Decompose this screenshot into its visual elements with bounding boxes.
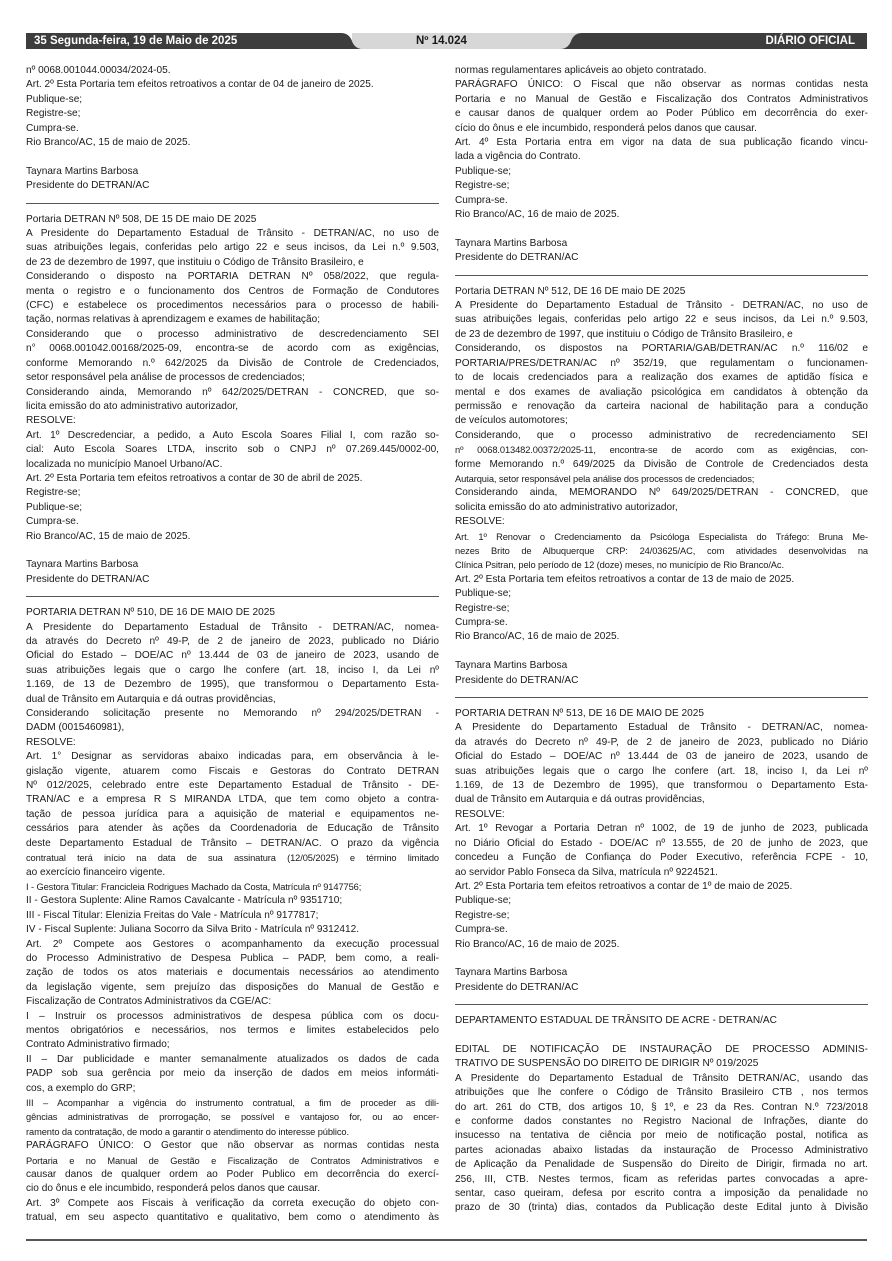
- text-line: de 23 de dezembro de 1997, que instituiu o Código de Trânsito Brasileiro, e: [26, 256, 364, 268]
- section-divider: [26, 203, 439, 204]
- text-line: Registre-se;: [455, 602, 510, 614]
- right-column: [455, 64, 868, 1216]
- text-line: tratual, em seu aspecto quantitativo e qualitativo, bem como o atendimento às: [26, 1212, 439, 1224]
- text-line: II – Dar publicidade e manter semanalmente atualizados os dados de cada: [26, 1053, 439, 1065]
- text-line: PORTARIA DETRAN Nº 510, DE 16 DE MAIO DE 2025: [26, 607, 276, 619]
- text-line: to de locais credenciados para a realização dos exames de aptidão física e: [455, 372, 868, 384]
- page-header: [26, 33, 867, 50]
- text-line: ramento da contratação, de modo a garantir o atendimento do interesse público.: [26, 1126, 349, 1137]
- text-line: Cumpra-se.: [455, 924, 508, 936]
- text-line: insucesso na tentativa de ciência por meio de notificação postal, notifica as: [455, 1130, 868, 1142]
- text-line: da através do Decreto nº 49-P, de 2 de janeiro de 2023, publicado no Diário: [455, 736, 868, 748]
- text-line: Art. 3º Compete aos Fiscais à verificação da correta execução do objeto con-: [26, 1197, 439, 1209]
- text-line: Art. 2º Esta Portaria tem efeitos retroativos a contar de 1º de maio de 2025.: [455, 880, 793, 892]
- text-line: EDITAL DE NOTIFICAÇÃO DE INSTAURAÇÃO DE PROCESSO ADMINIS-: [455, 1043, 868, 1055]
- text-line: Rio Branco/AC, 15 de maio de 2025.: [26, 137, 191, 149]
- text-line: dual de Trânsito em Autarquia e dá outras providências,: [455, 794, 705, 806]
- text-line: Autarquia, setor responsável pela análise dos processos de credenciados;: [455, 473, 755, 484]
- text-line: ao servidor Pablo Fonseca da Silva, matrícula nº 9224521.: [455, 866, 718, 878]
- bottom-rule: [26, 1239, 867, 1241]
- text-line: no Diário Oficial do Estado - DOE/AC nº 13.555, de 20 de junho de 2023, que: [455, 837, 868, 849]
- text-line: mental e dos exames de avaliação psicológica em candidatos à obtenção da: [455, 386, 868, 398]
- text-line: Cumpra-se.: [26, 122, 79, 134]
- text-line: mentos obrigatórios e necessários, nos termos e limites estabelecidos pelo: [26, 1024, 439, 1036]
- text-line: suas atribuições legais que o cargo lhe confere (art. 18, inciso I, da Lei nº: [26, 664, 439, 676]
- text-line: A Presidente do Departamento Estadual de Trânsito - DETRAN/AC, nomea-: [455, 722, 868, 734]
- text-line: Presidente do DETRAN/AC: [455, 981, 579, 993]
- text-line: RESOLVE:: [26, 415, 76, 427]
- text-line: Fiscalização de Contratos Administrativos da CGE/AC:: [26, 996, 272, 1008]
- text-line: Cumpra-se.: [455, 194, 508, 206]
- text-line: 1.169, de 13 de Dezembro de 1995), que transformou o Departamento Esta-: [455, 780, 868, 792]
- text-line: Cumpra-se.: [455, 617, 508, 629]
- text-line: contratual terá início na data de sua assinatura (12/05/2025) e término limitado: [26, 853, 439, 864]
- text-line: Presidente do DETRAN/AC: [26, 573, 150, 585]
- text-line: Art. 4º Esta Portaria entra em vigor na data de sua publicação ficando vincu-: [455, 137, 868, 149]
- text-line: setor responsável pela análise de processos de credenciados;: [26, 372, 305, 384]
- text-line: cio do ônus e ele incumbido, responderá pelos danos que causar.: [26, 1183, 321, 1195]
- text-line: PADP sob sua gerência por meio da inserção de dados em meios informáti-: [26, 1068, 439, 1080]
- blank-line: [455, 645, 868, 659]
- blank-line: [455, 952, 868, 966]
- text-line: I - Gestora Titular: Francicleia Rodrigues Machado da Costa, Matrícula nº 9147756;: [26, 881, 362, 892]
- text-line: Registre-se;: [455, 909, 510, 921]
- text-line: A Presidente do Departamento Estadual de Trânsito DETRAN/AC, usando das: [455, 1072, 868, 1084]
- text-line: Publique-se;: [26, 501, 83, 513]
- text-line: menta o registro e o funcionamento dos Centros de Formação de Condutores: [26, 285, 439, 297]
- text-line: PORTARIA DETRAN Nº 513, DE 16 DE MAIO DE 2025: [455, 708, 705, 720]
- text-line: localizada no município Manoel Urbano/AC.: [26, 458, 223, 470]
- text-line: causar danos de qualquer ordem ao Poder Publico em decorrência do exercí-: [26, 1169, 439, 1181]
- text-line: tação de pessoa jurídica para a aquisição de material e equipamentos ne-: [26, 808, 439, 820]
- left-column: [26, 64, 439, 1226]
- text-line: II - Gestora Suplente: Aline Ramos Cavalcante - Matrícula nº 9351710;: [26, 895, 343, 907]
- text-line: Oficial do Estado – DOE/AC nº 13.444 de 03 de janeiro de 2023, usando de: [455, 751, 868, 763]
- text-line: Rio Branco/AC, 16 de maio de 2025.: [455, 209, 620, 221]
- text-line: da legislação vigente, sem prejuízo das disposições do Manual de Gestão e: [26, 981, 439, 993]
- text-line: sentar, caso queiram, defesa por escrito contra a imposição da penalidade no: [455, 1188, 868, 1199]
- text-line: Taynara Martins Barbosa: [26, 559, 139, 571]
- text-line: lada a vigência do Contrato.: [455, 151, 581, 163]
- page-date: 35 Segunda-feira, 19 de Maio de 2025: [34, 35, 238, 47]
- text-line: partes acionadas abaixo listadas da instauração de Processo Administrativo: [455, 1144, 868, 1156]
- text-line: gislação vigente, atuarem como Fiscais e Gestoras do Contrato DETRAN: [26, 765, 439, 777]
- text-line: TRATIVO DE SUSPENSÃO DO DIREITO DE DIRIGIR Nº 019/2025: [455, 1058, 759, 1070]
- text-line: Taynara Martins Barbosa: [455, 237, 568, 249]
- text-line: Considerando, os dispostos na PORTARIA/GAB/DETRAN/AC n.º 116/02 e: [455, 343, 868, 355]
- blank-line: [26, 544, 439, 558]
- text-line: e causar danos de qualquer ordem ao Poder Público em decorrência do exer-: [455, 108, 868, 120]
- text-line: Publique-se;: [455, 165, 512, 177]
- text-line: Art. 1° Designar as servidoras abaixo indicadas para, em observância à le-: [26, 751, 439, 763]
- text-line: 256, III, CTB. Nestes termos, ficam as referidas partes convocadas a apre-: [455, 1173, 868, 1185]
- text-line: Presidente do DETRAN/AC: [455, 674, 579, 686]
- text-line: Art. 1º Revogar a Portaria Detran nº 1002, de 19 de junho de 2023, publicada: [455, 823, 868, 835]
- text-line: Registre-se;: [26, 108, 81, 120]
- text-line: Registre-se;: [455, 180, 510, 192]
- text-line: conforme Memorando n.º 642/2025 da Divisão de Controle de Credenciados,: [26, 357, 439, 369]
- text-line: atribuições que lhe confere o Código de Trânsito Brasileiro CTB , nos termos: [455, 1087, 868, 1099]
- text-line: solicita emissão do ato administrativo autorizador,: [455, 501, 678, 513]
- text-line: Art. 2º Compete aos Gestores o acompanhamento da execução processual: [26, 938, 439, 950]
- text-line: Taynara Martins Barbosa: [455, 660, 568, 672]
- text-line: Presidente do DETRAN/AC: [26, 180, 150, 192]
- blank-line: [455, 1029, 868, 1043]
- text-line: Rio Branco/AC, 16 de maio de 2025.: [455, 631, 620, 643]
- text-line: suas atribuições legais, conferidas pelo artigo 22 e seus incisos, da Lei n.º 9.503,: [26, 242, 439, 254]
- text-line: Cumpra-se.: [26, 516, 79, 528]
- text-line: ao exercício financeiro vigente.: [26, 866, 166, 878]
- text-line: A Presidente do Departamento Estadual de Trânsito - DETRAN/AC, nomea-: [26, 621, 439, 633]
- text-line: Considerando ainda, MEMORANDO Nº 649/2025/DETRAN - CONCRED, que: [455, 487, 868, 499]
- text-line: Publique-se;: [455, 895, 512, 907]
- text-line: nezes Brito de Albuquerque CRP: 24/03625/AC, com atividades desenvolvidas na: [455, 545, 868, 556]
- text-line: gências administrativas de prorrogação, se possível e vantajoso for, ou ao encer-: [26, 1112, 439, 1123]
- text-line: n° 0068.001042.00168/2025-09, encontra-se de acordo com as exigências,: [26, 343, 439, 355]
- blank-line: [455, 222, 868, 236]
- text-line: Rio Branco/AC, 15 de maio de 2025.: [26, 530, 191, 542]
- text-line: permissão e renovação da carteira nacional de habilitação para a condução: [455, 400, 868, 412]
- text-line: Taynara Martins Barbosa: [26, 165, 139, 177]
- text-line: (CFC) e estabelece os procedimentos necessários para o processo de habili-: [26, 300, 439, 312]
- text-line: Art. 2º Esta Portaria tem efeitos retroativos a contar de 04 de janeiro de 2025.: [26, 79, 374, 91]
- text-line: PORTARIA/PRES/DETRAN/AC nº 352/19, que regulamentam o funcionamen-: [455, 357, 868, 369]
- text-line: DADM (0015460981),: [26, 722, 125, 734]
- text-line: cessários para atender às ações da Coordenadoria de Educação de Trânsito: [26, 823, 439, 835]
- text-line: suas atribuições legais que o cargo lhe confere (art. 18, inciso I, da Lei nº: [455, 765, 868, 777]
- publication-name: DIÁRIO OFICIAL: [765, 35, 855, 47]
- text-line: Art. 2º Esta Portaria tem efeitos retroativos a contar de 30 de abril de 2025.: [26, 472, 363, 484]
- text-line: normas regulamentares aplicáveis ao objeto contratado.: [455, 65, 707, 76]
- text-line: DEPARTAMENTO ESTADUAL DE TRÂNSITO DE ACRE - DETRAN/AC: [455, 1015, 777, 1027]
- text-line: de 23 de dezembro de 1997, que instituiu o Código de Trânsito Brasileiro, e: [455, 328, 793, 340]
- text-line: III - Fiscal Titular: Elenizia Freitas do Vale - Matrícula nº 9177817;: [26, 909, 319, 921]
- issue-number: Nº 14.024: [416, 35, 467, 47]
- text-line: de veículos automotores;: [455, 415, 568, 427]
- text-line: concedeu a Função de Confiança do Poder Executivo, referência FCPE - 10,: [455, 852, 868, 864]
- text-line: cial: Auto Escola Soares LTDA, inscrito sob o CNPJ nº 07.269.445/0002-00,: [26, 444, 439, 456]
- blank-line: [26, 150, 439, 164]
- text-line: Art. 2º Esta Portaria tem efeitos retroativos a contar de 13 de maio de 2025.: [455, 573, 795, 585]
- text-line: Portaria e no Manual de Gestão e Fiscalização de Contratos Administrativos e: [26, 1155, 439, 1166]
- text-line: Considerando, que o processo administrativo de recredenciamento SEI: [455, 429, 868, 441]
- text-line: tação, normas relativas à aprendizagem e exames de habilitação;: [26, 314, 321, 326]
- text-line: Nº 012/2025, celebrado entre este Departamento Estadual de Trânsito - DE-: [26, 780, 439, 792]
- text-line: cício do ônus e ele incumbido, responderá pelos danos que causar.: [455, 122, 757, 134]
- text-line: I – Instruir os processos administrativos de despesa pública com os docu-: [26, 1010, 439, 1022]
- text-line: deste Departamento Estadual de Trânsito – DETRAN/AC. O prazo da vigência: [26, 837, 439, 849]
- text-line: e conforme dados constantes no Registro Nacional de Infrações, diante do: [455, 1115, 868, 1127]
- section-divider: [455, 275, 868, 276]
- text-line: cos, a exemplo do GRP;: [26, 1082, 136, 1094]
- text-line: Contrato Administrativo firmado;: [26, 1039, 170, 1051]
- text-line: Considerando solicitação presente no Memorando nº 294/2025/DETRAN -: [26, 708, 439, 720]
- text-line: Portaria DETRAN Nº 508, DE 15 DE maio DE 2025: [26, 213, 257, 225]
- text-line: III – Acompanhar a vigência do instrumento contratual, a fim de proceder as dili-: [26, 1098, 439, 1108]
- text-line: 1.169, de 13 de Dezembro de 1995), que transformou o Departamento Esta-: [26, 679, 439, 691]
- text-line: prazo de 30 (trinta) dias, contados da Publicação deste Edital junto à Divisão: [455, 1202, 868, 1214]
- text-line: Considerando que o processo administrativo de descredenciamento SEI: [26, 328, 439, 340]
- text-line: RESOLVE:: [26, 736, 76, 748]
- text-line: Portaria e no Manual de Gestão e Fiscalização dos Contratos Administrativos: [455, 93, 868, 105]
- text-line: nº 0068.013482.00372/2025-11, encontra-se de acordo com as exigências, con-: [455, 445, 868, 456]
- text-line: forme Memorando n.º 649/2025 da Divisão de Controle de Credenciados desta: [455, 458, 868, 470]
- section-divider: [455, 1004, 868, 1005]
- text-line: RESOLVE:: [455, 808, 505, 820]
- text-line: Portaria DETRAN Nº 512, DE 16 DE maio DE 2025: [455, 285, 686, 297]
- text-line: TRAN/AC e a empresa R S MIRANDA LTDA, que tem como objeto a contra-: [26, 794, 439, 806]
- text-line: nº 0068.001044.00034/2024-05.: [26, 65, 171, 76]
- text-line: Taynara Martins Barbosa: [455, 967, 568, 979]
- text-line: PARÁGRAFO ÚNICO: O Gestor que não observar as normas contidas nesta: [26, 1140, 439, 1152]
- text-line: dual de Trânsito em Autarquia e dá outras providências,: [26, 693, 276, 705]
- text-line: Rio Branco/AC, 16 de maio de 2025.: [455, 938, 620, 950]
- text-line: Considerando ainda, Memorando nº 642/2025/DETRAN - CONCRED, que so-: [26, 386, 439, 398]
- section-divider: [26, 596, 439, 597]
- text-line: IV - Fiscal Suplente: Juliana Socorro da Silva Brito - Matrícula nº 9312412.: [26, 924, 360, 936]
- text-line: zação de todos os atos materiais e documentais necessários ao atendimento: [26, 967, 439, 979]
- text-line: Oficial do Estado – DOE/AC nº 13.444 de 03 de janeiro de 2023, usando de: [26, 650, 439, 662]
- text-line: da através do Decreto nº 49-P, de 2 de janeiro de 2023, publicado no Diário: [26, 636, 439, 647]
- text-line: Clínica Psitran, pelo período de 12 (doze) meses, no município de Rio Branco/Ac.: [455, 560, 784, 571]
- text-line: Publique-se;: [26, 93, 83, 105]
- text-line: Considerando o disposto na PORTARIA DETRAN Nº 058/2022, que regula-: [26, 271, 439, 283]
- text-line: Art. 1º Renovar o Credenciamento da Psicóloga Especialista do Tráfego: Bruna Me-: [455, 531, 868, 542]
- text-line: RESOLVE:: [455, 516, 505, 528]
- text-line: A Presidente do Departamento Estadual de Trânsito - DETRAN/AC, no uso de: [26, 228, 439, 240]
- text-line: Art. 1º Descredenciar, a pedido, a Auto Escola Soares Filial I, com razão so-: [26, 429, 439, 441]
- text-line: Publique-se;: [455, 588, 512, 600]
- text-line: Registre-se;: [26, 487, 81, 499]
- text-line: A Presidente do Departamento Estadual de Trânsito - DETRAN/AC, no uso de: [455, 300, 868, 312]
- text-line: de Aplicação da Penalidade de Suspensão do Direito de Dirigir, firmada no art.: [455, 1159, 868, 1171]
- text-line: suas atribuições legais, conferidas pelo artigo 22 e seus incisos, da Lei n.º 9.503,: [455, 314, 868, 326]
- text-line: do art. 261 do CTB, dos artigos 10, § 1º, e 23 da Res. Contran N.º 723/2018: [455, 1101, 868, 1113]
- text-line: PARÁGRAFO ÚNICO: O Fiscal que não observar as normas contidas nesta: [455, 79, 868, 91]
- section-divider: [455, 697, 868, 698]
- text-line: do Processo Administrativo de Despesa Publica – PADP, bem como, a reali-: [26, 952, 439, 964]
- text-line: licita emissão do ato administrativo autorizador,: [26, 400, 239, 412]
- text-line: Presidente do DETRAN/AC: [455, 252, 579, 264]
